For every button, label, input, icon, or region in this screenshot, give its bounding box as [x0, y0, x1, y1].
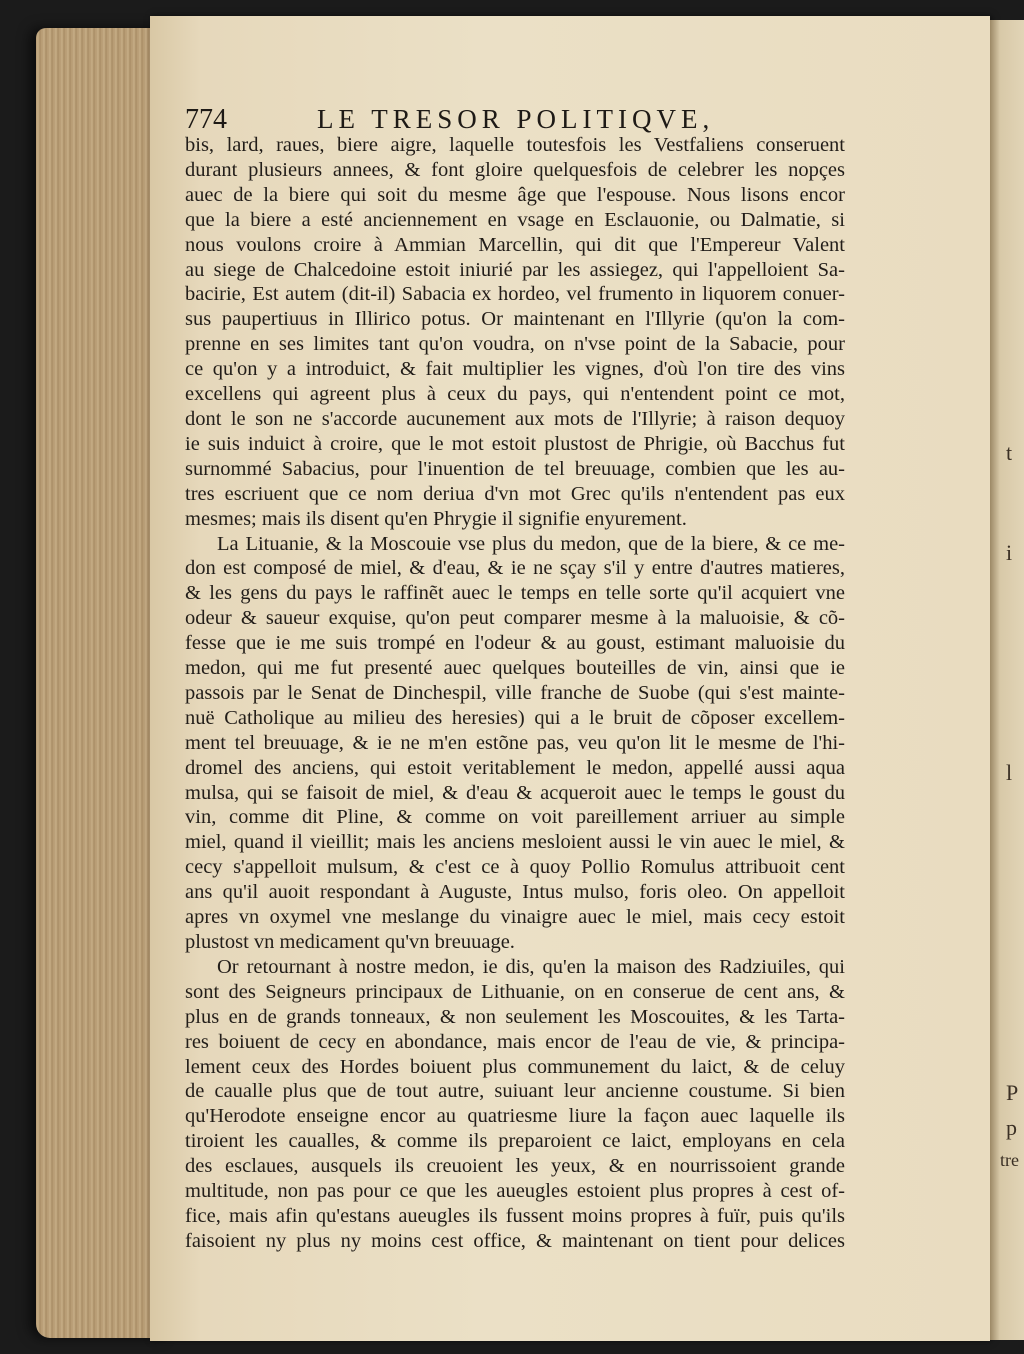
text-line: sont des Seigneurs principaux de Lithuanie, on en conserue de cent ans, &: [185, 980, 845, 1003]
text-line: fesse que ie me suis trompé en l'odeur & au goust, estimant maluoisie du: [185, 632, 845, 655]
page-number: 774: [185, 104, 227, 135]
text-line: apres vn oxymel vne meslange du vinaigre auec le miel, mais cecy estoit: [185, 906, 845, 929]
text-line: bis, lard, raues, biere aigre, laquelle toutesfois les Vestfaliens conseruent: [185, 134, 845, 156]
text-line: que la biere a esté anciennement en vsage en Esclauonie, ou Dalmatie, si: [185, 208, 845, 231]
text-line: cecy s'appelloit mulsum, & c'est ce à quoy Pollio Romulus attribuoit cent: [185, 856, 845, 879]
text-line: plus en de grands tonneaux, & non seulement les Moscouites, & les Tarta-: [185, 1005, 845, 1028]
text-line: excellens qui agreent plus à ceux du pays, qui n'entendent point ce mot,: [185, 383, 845, 406]
text-line: nuë Catholique au milieu des heresies) qui a le bruit de cõposer excellem-: [185, 706, 845, 729]
text-line: de caualle plus que de tout autre, suiuant leur ancienne coustume. Si bien: [185, 1080, 845, 1103]
text-line: faisoient ny plus ny moins cest office, & maintenant on tient pour delices: [185, 1229, 845, 1252]
text-line: Or retournant à nostre medon, ie dis, qu'en la maison des Radziuiles, qui: [217, 955, 845, 978]
text-line: sus paupertiuus in Illirico potus. Or maintenant en l'Illyrie (qu'on la com-: [185, 308, 845, 331]
text-line: plustost vn medicament qu'vn breuuage.: [185, 931, 515, 953]
text-line: odeur & saueur exquise, qu'on peut comparer mesme à la maluoisie, & cõ-: [185, 607, 845, 630]
text-line: surnommé Sabacius, pour l'inuention de tel breuuage, combien que les au-: [185, 457, 845, 480]
text-line: mesmes; mais ils disent qu'en Phrygie il signifie enyurement.: [185, 507, 687, 530]
text-line: medon, qui me fut presenté auec quelques bouteilles de vin, ainsi que ie: [185, 657, 845, 680]
book-fore-edge: [36, 28, 168, 1338]
text-line: res boiuent de cecy en abondance, mais encor de l'eau de vie, & principa-: [185, 1030, 845, 1053]
text-line: multitude, non pas pour ce que les aueugles estoient plus propres à cest of-: [185, 1180, 845, 1203]
text-line: passois par le Senat de Dinchespil, ville franche de Suobe (qui s'est mainte-: [185, 681, 845, 704]
text-line: mulsa, qui se faisoit de miel, & d'eau & acqueroit auec le temps le goust du: [185, 781, 845, 804]
text-line: vin, comme dit Pline, & comme on voit pareillement arriuer au simple: [185, 806, 845, 829]
adjacent-fragment: l: [1006, 760, 1013, 785]
text-line: dont le son ne s'accorde aucunement aux mots de l'Illyrie; à raison dequoy: [185, 407, 845, 430]
text-line: au siege de Chalcedoine estoit iniurié par les assiegez, qui l'appelloient Sa-: [185, 258, 845, 281]
text-line: ment tel breuuage, & ie ne m'en estõne pas, veu qu'on lit le mesme de l'hi-: [185, 731, 845, 754]
text-line: fice, mais afin qu'estans aueugles ils fussent moins propres à fuïr, puis qu'ils: [185, 1204, 845, 1227]
text-line: lement ceux des Hordes boiuent plus communement du laict, & de celuy: [185, 1055, 845, 1078]
adjacent-fragment: tre: [1000, 1150, 1019, 1170]
text-line: miel, quand il vieillit; mais les anciens mesloient aussi le vin auec le miel, &: [185, 831, 845, 854]
adjacent-page-edge: [990, 20, 1024, 1340]
text-line: ans qu'il auoit respondant à Auguste, Intus mulso, foris oleo. On appelloit: [185, 881, 845, 904]
text-line: ce qu'on y a introduict, & fait multiplier les vignes, d'où l'on tire des vins: [185, 358, 845, 381]
adjacent-fragment: t: [1006, 440, 1013, 465]
text-line: ie suis induict à croire, que le mot estoit plustost de Phrigie, où Bacchus fut: [185, 432, 845, 455]
text-line: prenne en ses limites tant qu'on voudra, on n'vse point de la Sabacie, pour: [185, 333, 845, 356]
text-line: nous voulons croire à Ammian Marcellin, qui dit que l'Empereur Valent: [185, 233, 845, 256]
text-line: dromel des anciens, qui estoit veritablement le medon, appellé aussi aqua: [185, 756, 845, 779]
text-line: La Lituanie, & la Moscouie vse plus du medon, que de la biere, & ce me-: [217, 532, 845, 555]
adjacent-fragment: i: [1006, 540, 1013, 565]
running-title: LE TRESOR POLITIQVE,: [317, 104, 715, 134]
text-line: durant plusieurs annees, & font gloire quelquesfois de celebrer les nopçes: [185, 158, 845, 181]
text-line: qu'Herodote enseigne encor au quatriesme liure la façon auec laquelle ils: [185, 1105, 845, 1128]
text-line: tiroient les caualles, & comme ils preparoient ce laict, employans en cela: [185, 1130, 845, 1153]
text-line: auec de la biere qui soit du mesme âge que l'espouse. Nous lisons encor: [185, 183, 845, 206]
page-header: [185, 100, 845, 136]
text-line: bacirie, Est autem (dit-il) Sabacia ex hordeo, vel frumento in liquorem conuer-: [185, 283, 845, 306]
adjacent-fragment: P: [1006, 1080, 1019, 1105]
adjacent-fragment: p: [1006, 1115, 1017, 1140]
text-line: don est composé de miel, & d'eau, & ie ne sçay s'il y entre d'autres matieres,: [185, 557, 845, 580]
text-line: des esclaues, ausquels ils creuoient les yeux, & en nourrissoient grande: [185, 1155, 845, 1178]
body-text: [185, 133, 845, 1254]
text-line: & les gens du pays le raffinẽt auec le temps en telle sorte qu'il acquiert vne: [185, 582, 845, 605]
text-line: tres escriuent que ce nom deriua d'vn mot Grec qu'ils n'entendent pas eux: [185, 482, 845, 505]
